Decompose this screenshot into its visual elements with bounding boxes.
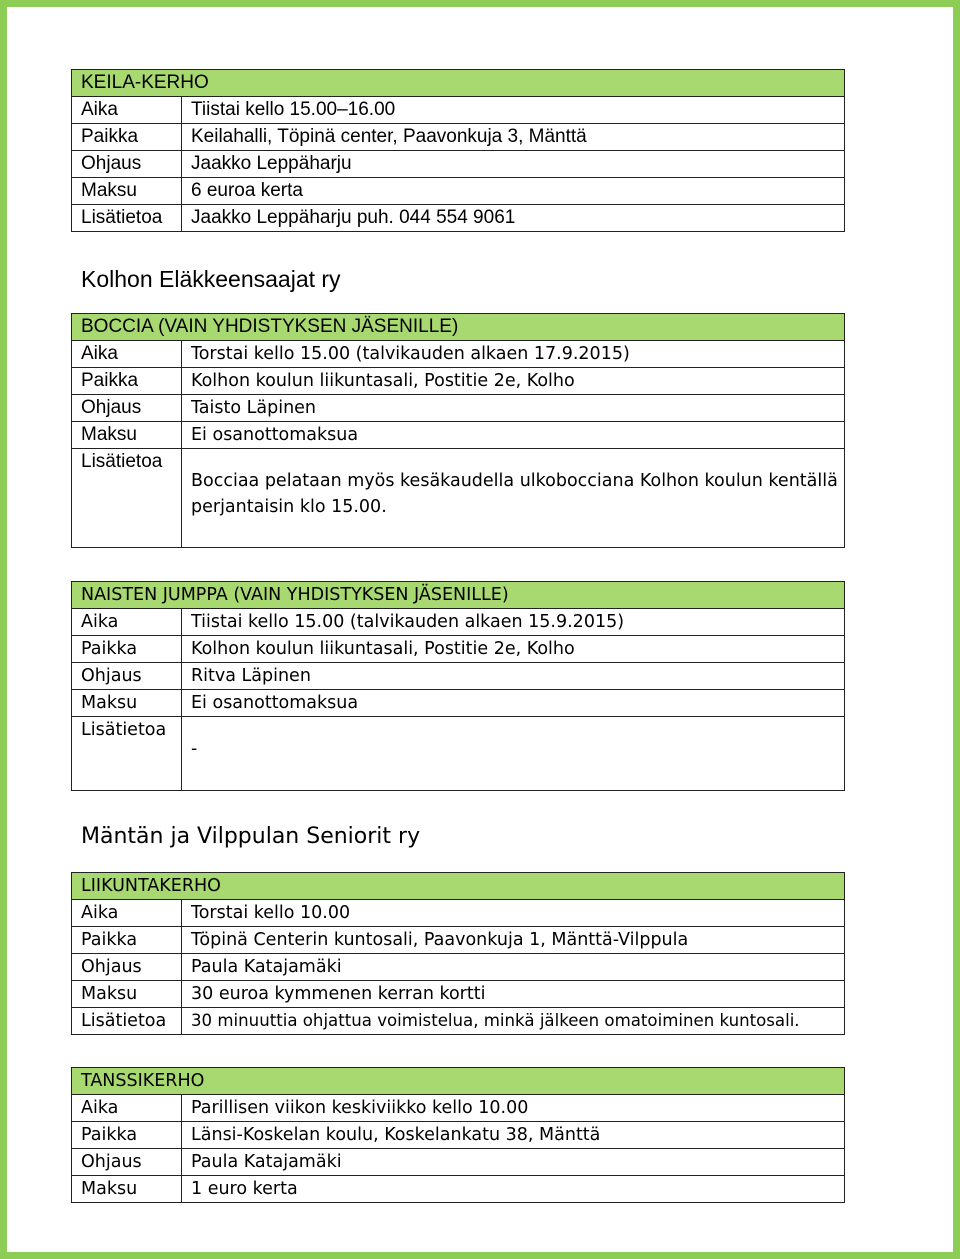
row-value: Torstai kello 10.00 xyxy=(182,900,845,927)
row-label: Aika xyxy=(72,97,182,124)
row-label: Ohjaus xyxy=(72,1149,182,1176)
boccia-table xyxy=(71,313,845,548)
row-value xyxy=(182,717,845,791)
row-value: 1 euro kerta xyxy=(182,1176,845,1203)
row-value: Jaakko Leppäharju puh. 044 554 9061 xyxy=(182,205,845,232)
naisten-jumppa-table xyxy=(71,581,845,791)
row-label: Paikka xyxy=(72,636,182,663)
section-title: KEILA-KERHO xyxy=(72,70,845,97)
row-label: Lisätietoa xyxy=(72,717,182,791)
tanssikerho-table xyxy=(71,1067,845,1203)
row-label: Aika xyxy=(72,341,182,368)
note-text: - xyxy=(191,739,198,759)
row-value: Jaakko Leppäharju xyxy=(182,151,845,178)
row-value: Länsi-Koskelan koulu, Koskelankatu 38, Mänttä xyxy=(182,1122,845,1149)
row-value: Paula Katajamäki xyxy=(182,954,845,981)
row-label: Lisätietoa xyxy=(72,205,182,232)
section-title: BOCCIA (VAIN YHDISTYKSEN JÄSENILLE) xyxy=(72,314,845,341)
row-value: 30 minuuttia ohjattua voimistelua, minkä jälkeen omatoiminen kuntosali. xyxy=(182,1008,845,1035)
row-value: Töpinä Centerin kuntosali, Paavonkuja 1, Mänttä-Vilppula xyxy=(182,927,845,954)
row-value: Ritva Läpinen xyxy=(182,663,845,690)
row-label: Aika xyxy=(72,1095,182,1122)
row-label: Maksu xyxy=(72,981,182,1008)
row-value: Ei osanottomaksua xyxy=(182,422,845,449)
row-label: Maksu xyxy=(72,690,182,717)
row-label: Lisätietoa xyxy=(72,1008,182,1035)
row-value: Tiistai kello 15.00 (talvikauden alkaen 15.9.2015) xyxy=(182,609,845,636)
note-text: Bocciaa pelataan myös kesäkaudella ulkobocciana Kolhon koulun kentällä perjantaisin klo 15.00. xyxy=(191,471,838,517)
row-label: Maksu xyxy=(72,178,182,205)
row-value: Taisto Läpinen xyxy=(182,395,845,422)
section-title: TANSSIKERHO xyxy=(72,1068,845,1095)
row-value: Parillisen viikon keskiviikko kello 10.00 xyxy=(182,1095,845,1122)
section-title: NAISTEN JUMPPA (VAIN YHDISTYKSEN JÄSENILLE) xyxy=(72,582,845,609)
row-value xyxy=(182,449,845,548)
row-value: 30 euroa kymmenen kerran kortti xyxy=(182,981,845,1008)
row-value: Keilahalli, Töpinä center, Paavonkuja 3, Mänttä xyxy=(182,124,845,151)
row-label: Paikka xyxy=(72,1122,182,1149)
row-value: Kolhon koulun liikuntasali, Postitie 2e, Kolho xyxy=(182,636,845,663)
row-label: Ohjaus xyxy=(72,151,182,178)
row-value: Kolhon koulun liikuntasali, Postitie 2e, Kolho xyxy=(182,368,845,395)
row-label: Aika xyxy=(72,900,182,927)
row-label: Maksu xyxy=(72,1176,182,1203)
row-label: Paikka xyxy=(72,368,182,395)
row-label: Ohjaus xyxy=(72,954,182,981)
row-label: Ohjaus xyxy=(72,663,182,690)
row-label: Paikka xyxy=(72,927,182,954)
row-value: 6 euroa kerta xyxy=(182,178,845,205)
row-label: Ohjaus xyxy=(72,395,182,422)
row-label: Paikka xyxy=(72,124,182,151)
row-value: Tiistai kello 15.00–16.00 xyxy=(182,97,845,124)
row-value: Ei osanottomaksua xyxy=(182,690,845,717)
organization-heading: Kolhon Eläkkeensaajat ry xyxy=(81,266,341,292)
row-value: Paula Katajamäki xyxy=(182,1149,845,1176)
row-value: Torstai kello 15.00 (talvikauden alkaen 17.9.2015) xyxy=(182,341,845,368)
section-title: LIIKUNTAKERHO xyxy=(72,873,845,900)
keila-kerho-table xyxy=(71,69,845,232)
row-label: Maksu xyxy=(72,422,182,449)
organization-heading: Mäntän ja Vilppulan Seniorit ry xyxy=(81,824,421,849)
row-label: Lisätietoa xyxy=(72,449,182,548)
liikuntakerho-table xyxy=(71,872,845,1035)
row-label: Aika xyxy=(72,609,182,636)
